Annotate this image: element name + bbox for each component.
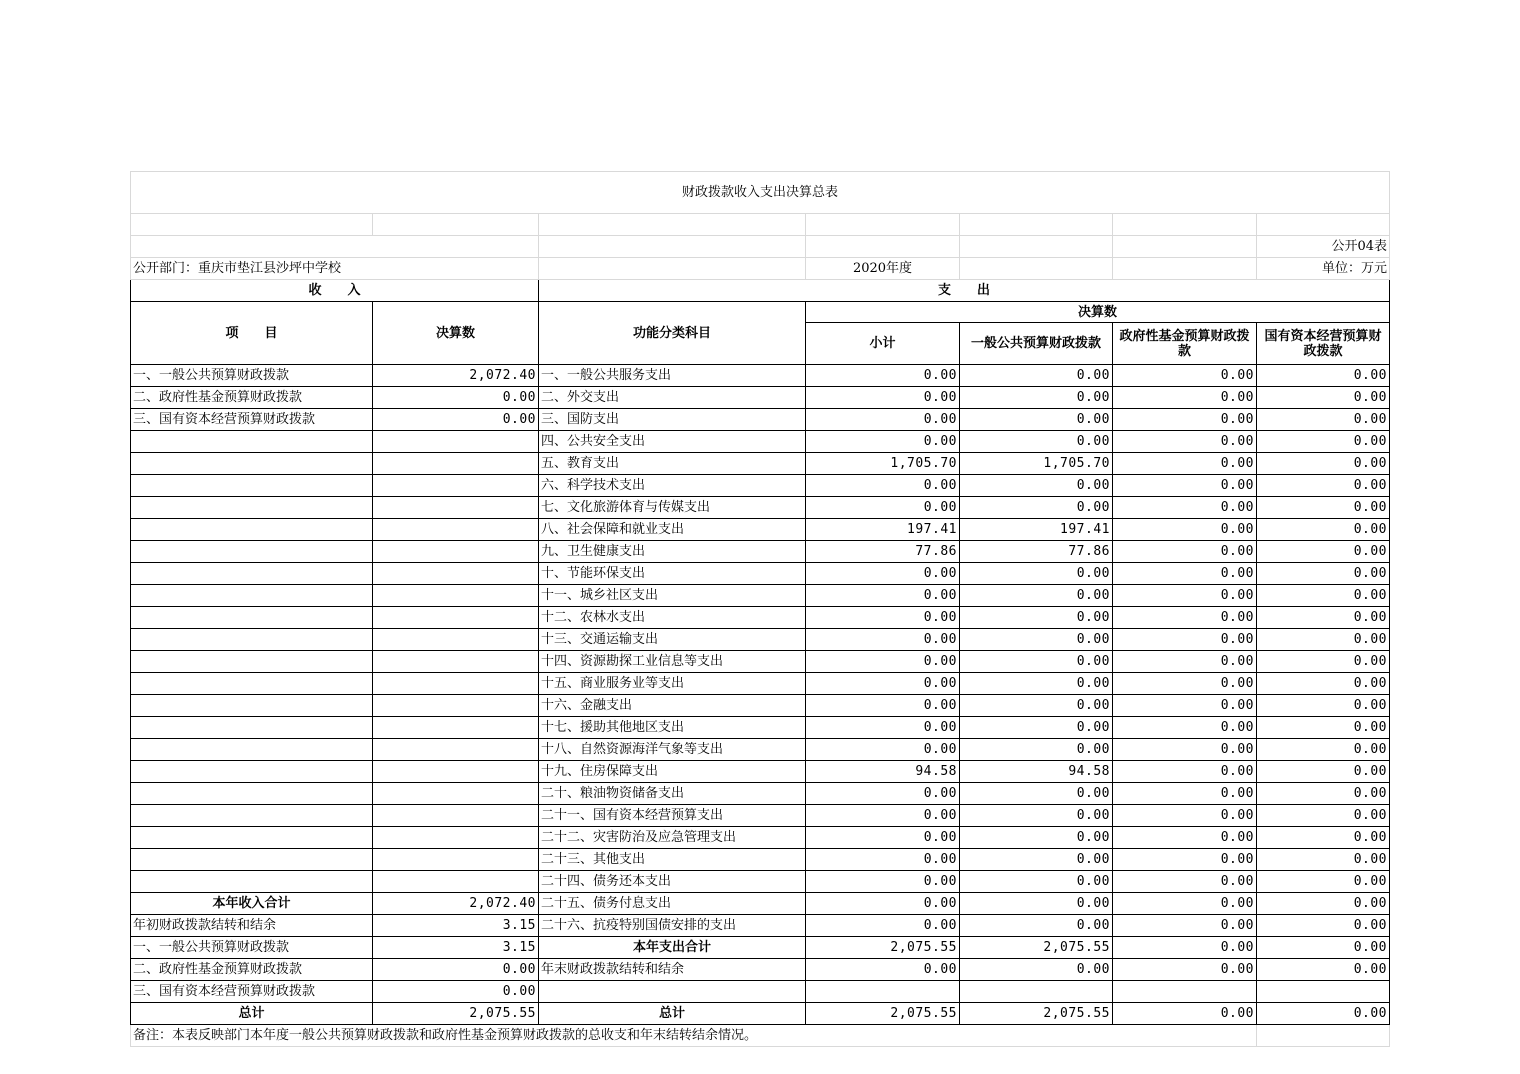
table-row [131,871,1390,893]
state-capital-cell: 0.00 [1257,563,1390,585]
income-item-cell: 二、政府性基金预算财政拨款 [131,387,373,409]
gov-fund-cell: 0.00 [1113,519,1257,541]
general-budget-cell: 0.00 [960,739,1113,761]
income-amount-cell [373,849,539,871]
table-row [131,937,1390,959]
income-amount-cell [373,783,539,805]
expense-item-cell: 三、国防支出 [539,409,806,431]
subtotal-cell: 0.00 [806,695,960,717]
gov-fund-cell: 0.00 [1113,541,1257,563]
income-amount-cell [373,761,539,783]
fiscal-year: 2020年度 [806,258,960,280]
expense-item-cell: 年末财政拨款结转和结余 [539,959,806,981]
table-row [131,365,1390,387]
gov-fund-cell: 0.00 [1113,585,1257,607]
expense-item-cell: 二十六、抗疫特别国债安排的支出 [539,915,806,937]
state-capital-cell: 0.00 [1257,541,1390,563]
table-row [131,827,1390,849]
table-row [131,717,1390,739]
state-capital-cell: 0.00 [1257,475,1390,497]
subtotal-cell: 0.00 [806,607,960,629]
income-amount-cell [373,629,539,651]
state-capital-cell: 0.00 [1257,607,1390,629]
state-capital-cell: 0.00 [1257,827,1390,849]
gov-fund-cell: 0.00 [1113,1003,1257,1025]
subtotal-cell: 0.00 [806,651,960,673]
general-budget-cell: 0.00 [960,497,1113,519]
subtotal-cell: 0.00 [806,409,960,431]
income-amount-cell [373,871,539,893]
expense-item-cell [539,981,806,1003]
income-item-cell: 一、一般公共预算财政拨款 [131,937,373,959]
table-row [131,673,1390,695]
income-item-cell [131,695,373,717]
expense-item-cell: 十一、城乡社区支出 [539,585,806,607]
general-budget-cell: 2,075.55 [960,937,1113,959]
general-budget-cell: 0.00 [960,409,1113,431]
expense-item-cell: 总计 [539,1003,806,1025]
general-budget-cell: 0.00 [960,629,1113,651]
general-budget-cell: 0.00 [960,387,1113,409]
income-amount-cell [373,695,539,717]
general-budget-cell: 0.00 [960,827,1113,849]
table-row [131,761,1390,783]
state-capital-cell: 0.00 [1257,717,1390,739]
gov-fund-cell: 0.00 [1113,915,1257,937]
table-row [131,607,1390,629]
income-amount-cell: 2,075.55 [373,1003,539,1025]
income-item-cell: 年初财政拨款结转和结余 [131,915,373,937]
income-amount-cell [373,475,539,497]
expense-item-cell: 十三、交通运输支出 [539,629,806,651]
subtotal-cell: 0.00 [806,585,960,607]
expense-item-cell: 四、公共安全支出 [539,431,806,453]
state-capital-cell: 0.00 [1257,783,1390,805]
gov-fund-cell: 0.00 [1113,409,1257,431]
general-budget-cell: 1,705.70 [960,453,1113,475]
state-capital-cell: 0.00 [1257,893,1390,915]
income-amount-cell: 3.15 [373,937,539,959]
expense-item-cell: 本年支出合计 [539,937,806,959]
expense-item-cell: 二十一、国有资本经营预算支出 [539,805,806,827]
state-capital-cell: 0.00 [1257,959,1390,981]
income-amount-cell [373,717,539,739]
table-row [131,915,1390,937]
table-row [131,541,1390,563]
income-amount-cell [373,585,539,607]
state-capital-cell: 0.00 [1257,871,1390,893]
general-budget-cell: 0.00 [960,673,1113,695]
general-budget-cell: 0.00 [960,651,1113,673]
gov-fund-cell: 0.00 [1113,717,1257,739]
expense-item-cell: 十九、住房保障支出 [539,761,806,783]
state-capital-cell: 0.00 [1257,365,1390,387]
state-capital-cell: 0.00 [1257,695,1390,717]
gov-fund-cell: 0.00 [1113,827,1257,849]
state-capital-cell: 0.00 [1257,1003,1390,1025]
general-budget-cell: 0.00 [960,915,1113,937]
income-amount-cell: 0.00 [373,387,539,409]
gov-fund-cell: 0.00 [1113,761,1257,783]
state-capital-cell: 0.00 [1257,651,1390,673]
gov-fund-cell: 0.00 [1113,805,1257,827]
table-row [131,695,1390,717]
subtotal-cell: 0.00 [806,783,960,805]
income-amount-cell: 0.00 [373,409,539,431]
table-row [131,893,1390,915]
income-item-cell [131,585,373,607]
income-amount-cell [373,431,539,453]
income-amount-cell [373,805,539,827]
table-row [131,453,1390,475]
table-row [131,563,1390,585]
gov-fund-cell: 0.00 [1113,673,1257,695]
state-capital-cell [1257,981,1390,1003]
income-amount-cell: 0.00 [373,959,539,981]
income-item-cell [131,783,373,805]
expense-header: 支 出 [539,280,1390,302]
subtotal-cell: 0.00 [806,673,960,695]
subtotal-cell: 1,705.70 [806,453,960,475]
state-capital-cell: 0.00 [1257,629,1390,651]
gov-fund-cell: 0.00 [1113,739,1257,761]
expense-item-cell: 十七、援助其他地区支出 [539,717,806,739]
expense-item-cell: 五、教育支出 [539,453,806,475]
income-amount-cell [373,739,539,761]
subtotal-cell: 2,075.55 [806,937,960,959]
subtotal-cell: 0.00 [806,387,960,409]
amount-header: 决算数 [373,302,539,365]
gov-fund-cell: 0.00 [1113,629,1257,651]
state-capital-cell: 0.00 [1257,409,1390,431]
subtotal-cell: 0.00 [806,871,960,893]
table-row [131,519,1390,541]
table-row [131,497,1390,519]
state-capital-cell: 0.00 [1257,673,1390,695]
general-budget-cell: 94.58 [960,761,1113,783]
income-item-cell [131,629,373,651]
subtotal-cell: 2,075.55 [806,1003,960,1025]
table-row [131,387,1390,409]
subtotal-cell: 0.00 [806,365,960,387]
general-budget-cell: 0.00 [960,475,1113,497]
state-capital-cell: 0.00 [1257,915,1390,937]
income-item-cell: 三、国有资本经营预算财政拨款 [131,981,373,1003]
table-note: 备注：本表反映部门本年度一般公共预算财政拨款和政府性基金预算财政拨款的总收支和年末结转结余情况。 [131,1025,1257,1047]
gov-fund-cell: 0.00 [1113,959,1257,981]
expense-item-cell: 六、科学技术支出 [539,475,806,497]
department: 公开部门：重庆市垫江县沙坪中学校 [131,258,539,280]
table-id: 公开04表 [1257,236,1390,258]
income-item-cell: 一、一般公共预算财政拨款 [131,365,373,387]
budget-summary-table [130,171,1390,1047]
gov-fund-header: 政府性基金预算财政拨款 [1113,323,1257,365]
income-item-cell [131,673,373,695]
general-budget-cell: 77.86 [960,541,1113,563]
table-row [131,959,1390,981]
income-amount-cell: 2,072.40 [373,893,539,915]
expense-item-cell: 九、卫生健康支出 [539,541,806,563]
income-item-cell [131,519,373,541]
gov-fund-cell: 0.00 [1113,871,1257,893]
subtotal-cell: 0.00 [806,739,960,761]
income-item-cell: 总计 [131,1003,373,1025]
gov-fund-cell: 0.00 [1113,695,1257,717]
unit-label: 单位：万元 [1257,258,1390,280]
general-budget-cell: 0.00 [960,893,1113,915]
expense-item-cell: 十五、商业服务业等支出 [539,673,806,695]
gov-fund-cell: 0.00 [1113,849,1257,871]
expense-item-cell: 二十五、债务付息支出 [539,893,806,915]
general-budget-cell: 0.00 [960,563,1113,585]
state-capital-cell: 0.00 [1257,431,1390,453]
expense-item-cell: 二十、粮油物资储备支出 [539,783,806,805]
income-amount-cell [373,651,539,673]
income-amount-cell [373,453,539,475]
table-row [131,629,1390,651]
income-item-cell [131,453,373,475]
table-row [131,409,1390,431]
table-row [131,651,1390,673]
expense-item-cell: 二十四、债务还本支出 [539,871,806,893]
gov-fund-cell: 0.00 [1113,563,1257,585]
subtotal-cell: 0.00 [806,915,960,937]
expense-item-cell: 八、社会保障和就业支出 [539,519,806,541]
income-amount-cell: 3.15 [373,915,539,937]
table-row [131,981,1390,1003]
expense-item-cell: 十二、农林水支出 [539,607,806,629]
income-amount-cell [373,563,539,585]
gov-fund-cell [1113,981,1257,1003]
income-amount-cell [373,519,539,541]
general-budget-cell: 0.00 [960,783,1113,805]
state-capital-cell: 0.00 [1257,387,1390,409]
subtotal-cell: 0.00 [806,475,960,497]
income-amount-cell [373,497,539,519]
expense-item-cell: 十八、自然资源海洋气象等支出 [539,739,806,761]
table-row [131,475,1390,497]
income-item-cell [131,717,373,739]
expense-item-cell: 二十二、灾害防治及应急管理支出 [539,827,806,849]
income-amount-cell: 0.00 [373,981,539,1003]
gov-fund-cell: 0.00 [1113,453,1257,475]
state-capital-cell: 0.00 [1257,937,1390,959]
income-amount-cell [373,607,539,629]
subtotal-cell: 0.00 [806,805,960,827]
income-amount-cell: 2,072.40 [373,365,539,387]
income-item-cell [131,541,373,563]
gov-fund-cell: 0.00 [1113,783,1257,805]
expense-item-cell: 十、节能环保支出 [539,563,806,585]
function-item-header: 功能分类科目 [539,302,806,365]
income-item-cell [131,563,373,585]
gov-fund-cell: 0.00 [1113,651,1257,673]
table-row [131,805,1390,827]
state-capital-cell: 0.00 [1257,519,1390,541]
gov-fund-cell: 0.00 [1113,607,1257,629]
item-header: 项 目 [131,302,373,365]
income-item-cell [131,475,373,497]
state-capital-cell: 0.00 [1257,453,1390,475]
income-item-cell [131,431,373,453]
state-capital-cell: 0.00 [1257,739,1390,761]
page-title: 财政拨款收入支出决算总表 [131,172,1390,214]
subtotal-cell: 0.00 [806,717,960,739]
gov-fund-cell: 0.00 [1113,387,1257,409]
general-budget-cell: 0.00 [960,607,1113,629]
final-accounts-header: 决算数 [806,302,1390,323]
state-capital-cell: 0.00 [1257,497,1390,519]
expense-item-cell: 一、一般公共服务支出 [539,365,806,387]
income-amount-cell [373,541,539,563]
subtotal-cell: 0.00 [806,563,960,585]
subtotal-cell: 0.00 [806,827,960,849]
subtotal-cell: 0.00 [806,959,960,981]
state-capital-header: 国有资本经营预算财政拨款 [1257,323,1390,365]
subtotal-cell [806,981,960,1003]
income-item-cell: 三、国有资本经营预算财政拨款 [131,409,373,431]
subtotal-cell: 0.00 [806,849,960,871]
income-item-cell: 二、政府性基金预算财政拨款 [131,959,373,981]
general-budget-cell: 2,075.55 [960,1003,1113,1025]
income-item-cell [131,761,373,783]
state-capital-cell: 0.00 [1257,585,1390,607]
income-amount-cell [373,673,539,695]
table-row [131,849,1390,871]
subtotal-cell: 197.41 [806,519,960,541]
general-budget-cell: 0.00 [960,365,1113,387]
table-row [131,431,1390,453]
gov-fund-cell: 0.00 [1113,937,1257,959]
income-item-cell [131,497,373,519]
general-budget-cell [960,981,1113,1003]
gov-fund-cell: 0.00 [1113,365,1257,387]
general-budget-cell: 0.00 [960,717,1113,739]
expense-item-cell: 七、文化旅游体育与传媒支出 [539,497,806,519]
general-budget-cell: 0.00 [960,959,1113,981]
gov-fund-cell: 0.00 [1113,475,1257,497]
general-budget-header: 一般公共预算财政拨款 [960,323,1113,365]
income-item-cell [131,827,373,849]
expense-item-cell: 十六、金融支出 [539,695,806,717]
gov-fund-cell: 0.00 [1113,893,1257,915]
income-amount-cell [373,827,539,849]
income-item-cell [131,739,373,761]
income-item-cell [131,849,373,871]
state-capital-cell: 0.00 [1257,761,1390,783]
table-row [131,585,1390,607]
general-budget-cell: 0.00 [960,849,1113,871]
gov-fund-cell: 0.00 [1113,431,1257,453]
subtotal-cell: 0.00 [806,629,960,651]
subtotal-cell: 0.00 [806,497,960,519]
general-budget-cell: 0.00 [960,805,1113,827]
general-budget-cell: 0.00 [960,871,1113,893]
general-budget-cell: 197.41 [960,519,1113,541]
state-capital-cell: 0.00 [1257,805,1390,827]
general-budget-cell: 0.00 [960,695,1113,717]
income-item-cell: 本年收入合计 [131,893,373,915]
income-item-cell [131,651,373,673]
gov-fund-cell: 0.00 [1113,497,1257,519]
expense-item-cell: 十四、资源勘探工业信息等支出 [539,651,806,673]
state-capital-cell: 0.00 [1257,849,1390,871]
table-row [131,739,1390,761]
table-row [131,783,1390,805]
expense-item-cell: 二十三、其他支出 [539,849,806,871]
expense-item-cell: 二、外交支出 [539,387,806,409]
subtotal-header: 小计 [806,323,960,365]
subtotal-cell: 77.86 [806,541,960,563]
income-item-cell [131,607,373,629]
table-row [131,1003,1390,1025]
income-header: 收 入 [131,280,539,302]
subtotal-cell: 94.58 [806,761,960,783]
income-item-cell [131,871,373,893]
subtotal-cell: 0.00 [806,893,960,915]
income-item-cell [131,805,373,827]
subtotal-cell: 0.00 [806,431,960,453]
general-budget-cell: 0.00 [960,585,1113,607]
general-budget-cell: 0.00 [960,431,1113,453]
